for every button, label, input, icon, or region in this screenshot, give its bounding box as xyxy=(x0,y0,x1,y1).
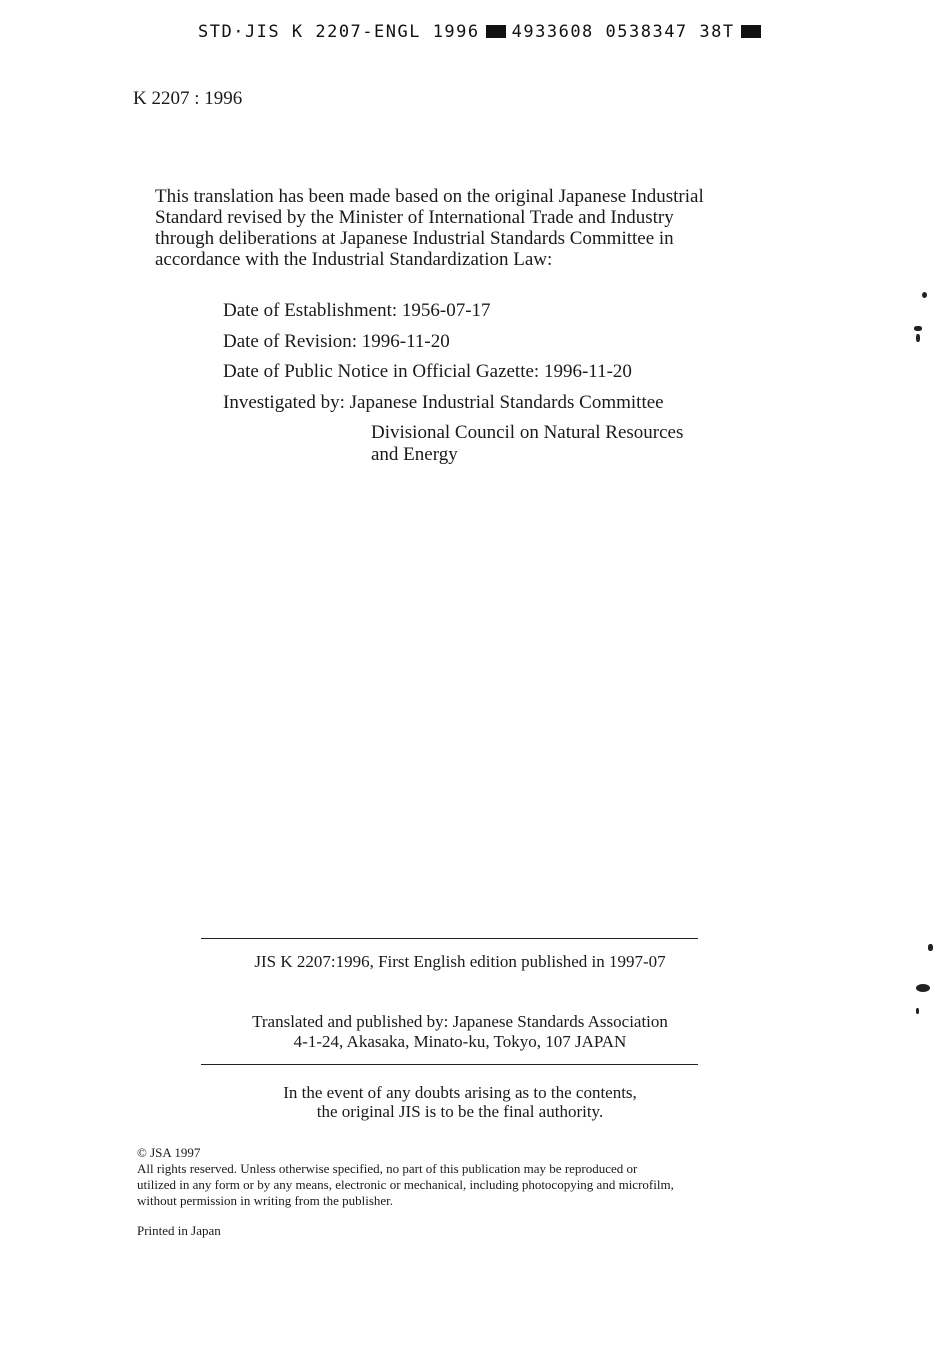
intro-line: Standard revised by the Minister of International Trade and Industry xyxy=(155,207,674,228)
intro-line: through deliberations at Japanese Industrial Standards Committee in xyxy=(155,228,674,249)
copyright-notice: © JSA 1997 xyxy=(137,1145,201,1160)
scan-speck xyxy=(916,1008,919,1014)
scan-speck xyxy=(914,326,922,331)
document-stamp-header xyxy=(198,22,767,42)
scan-speck xyxy=(916,334,920,342)
stamp-bar-mark xyxy=(486,25,506,38)
printed-in: Printed in Japan xyxy=(137,1223,221,1238)
document-number: K 2207 : 1996 xyxy=(133,88,243,109)
rights-text-line: utilized in any form or by any means, electronic or mechanical, including photocopying and microfilm, xyxy=(137,1177,674,1192)
date-of-establishment: Date of Establishment: 1956-07-17 xyxy=(223,300,491,321)
scan-speck xyxy=(928,944,933,951)
edition-statement: JIS K 2207:1996, First English edition published in 1997-07 xyxy=(254,952,666,971)
scan-speck xyxy=(916,984,930,992)
scan-speck xyxy=(922,292,927,298)
intro-paragraph xyxy=(155,186,775,270)
publisher-address: 4-1-24, Akasaka, Minato-ku, Tokyo, 107 JAPAN xyxy=(293,1032,627,1051)
council-line: and Energy xyxy=(371,444,458,465)
publisher-line: Translated and published by: Japanese Standards Association xyxy=(252,1012,668,1031)
authority-note-line: In the event of any doubts arising as to the contents, xyxy=(283,1083,637,1102)
divider-rule-bottom xyxy=(201,1064,698,1065)
investigated-by: Investigated by: Japanese Industrial Standards Committee xyxy=(223,392,664,413)
council-line: Divisional Council on Natural Resources xyxy=(371,422,684,443)
rights-text-line: All rights reserved. Unless otherwise specified, no part of this publication may be reproduced or xyxy=(137,1161,638,1176)
authority-note-line: the original JIS is to be the final authority. xyxy=(316,1102,604,1121)
intro-line: This translation has been made based on the original Japanese Industrial xyxy=(155,186,704,207)
stamp-bar-mark-end xyxy=(741,25,761,38)
stamp-left-text: STD·JIS K 2207-ENGL 1996 xyxy=(198,22,480,42)
date-of-public-notice: Date of Public Notice in Official Gazette: 1996-11-20 xyxy=(223,361,632,382)
intro-line: accordance with the Industrial Standardization Law: xyxy=(155,249,553,270)
rights-text-line: without permission in writing from the publisher. xyxy=(137,1193,394,1208)
date-of-revision: Date of Revision: 1996-11-20 xyxy=(223,331,450,352)
divider-rule-top xyxy=(201,938,698,939)
stamp-right-text: 4933608 0538347 38T xyxy=(511,22,735,42)
